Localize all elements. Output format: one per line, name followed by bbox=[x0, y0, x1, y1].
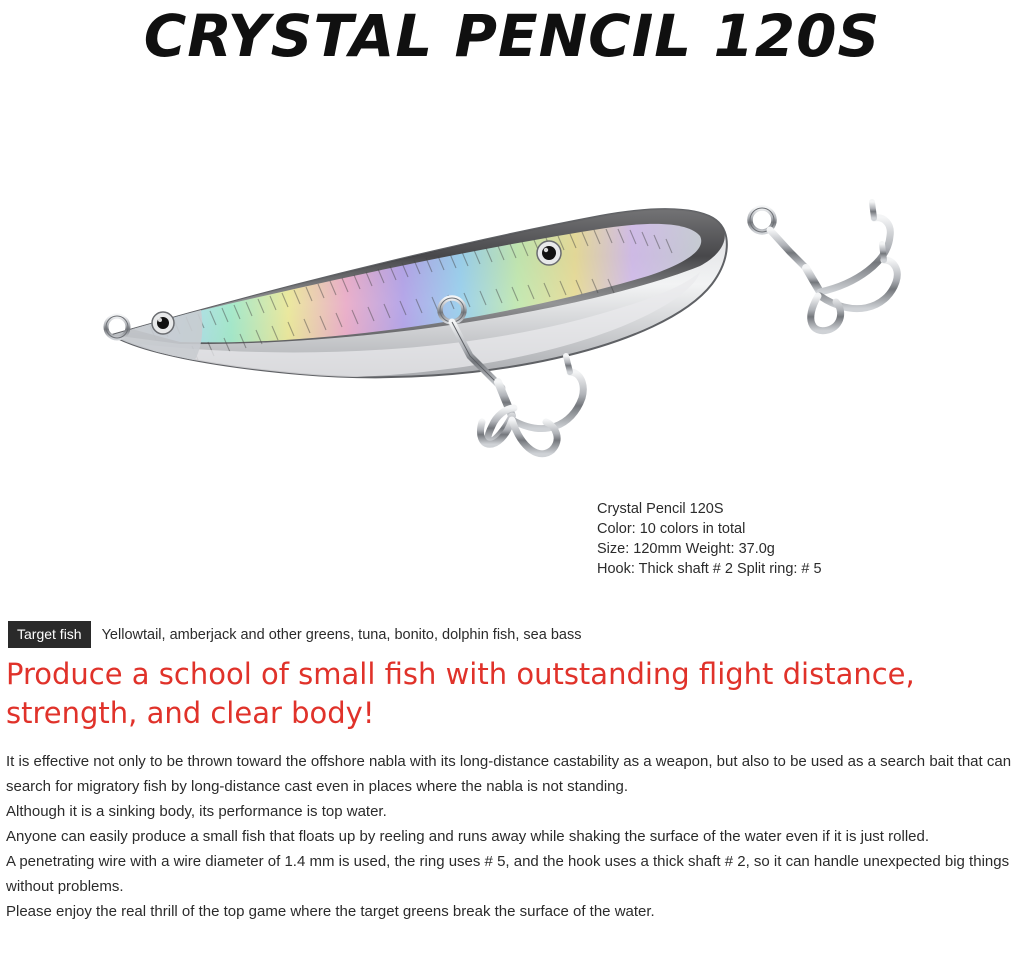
product-image bbox=[0, 120, 1024, 480]
body-paragraph: Although it is a sinking body, its performance is top water. bbox=[6, 803, 387, 820]
spec-size: Size: 120mm Weight: 37.0g bbox=[597, 541, 775, 557]
body-paragraph: A penetrating wire with a wire diameter of 1.4 mm is used, the ring uses # 5, and the hook uses a thick shaft # 2, so it can handle unexpected big things without problems. bbox=[6, 853, 1010, 895]
target-fish-text: Yellowtail, amberjack and other greens, tuna, bonito, dolphin fish, sea bass bbox=[101, 626, 582, 643]
page-title: CRYSTAL PENCIL 120S bbox=[143, 2, 881, 70]
lure-eye-front bbox=[152, 312, 174, 334]
rear-treble-hook bbox=[750, 202, 897, 331]
spec-block bbox=[597, 499, 822, 579]
body-copy bbox=[6, 749, 1012, 924]
lure-body bbox=[112, 209, 727, 442]
body-paragraph: Anyone can easily produce a small fish that floats up by reeling and runs away while shaking the surface of the water even if it is just rolled. bbox=[6, 828, 929, 845]
lure-eye-rear bbox=[537, 241, 561, 265]
body-paragraph: Please enjoy the real thrill of the top game where the target greens break the surface of the water. bbox=[6, 903, 655, 920]
target-fish-row bbox=[8, 621, 581, 648]
body-paragraph: It is effective not only to be thrown toward the offshore nabla with its long-distance castability as a weapon, but also to be used as a search bait that can search for migratory fish by long-distance cast even in places where the nabla is not standing. bbox=[6, 753, 1012, 795]
lure-illustration bbox=[0, 120, 1024, 480]
spec-hook: Hook: Thick shaft # 2 Split ring: # 5 bbox=[597, 561, 822, 577]
target-fish-badge: Target fish bbox=[8, 621, 91, 648]
spec-color: Color: 10 colors in total bbox=[597, 521, 746, 537]
spec-name: Crystal Pencil 120S bbox=[597, 501, 724, 517]
headline: Produce a school of small fish with outstanding flight distance, strength, and clear body! bbox=[6, 657, 915, 730]
